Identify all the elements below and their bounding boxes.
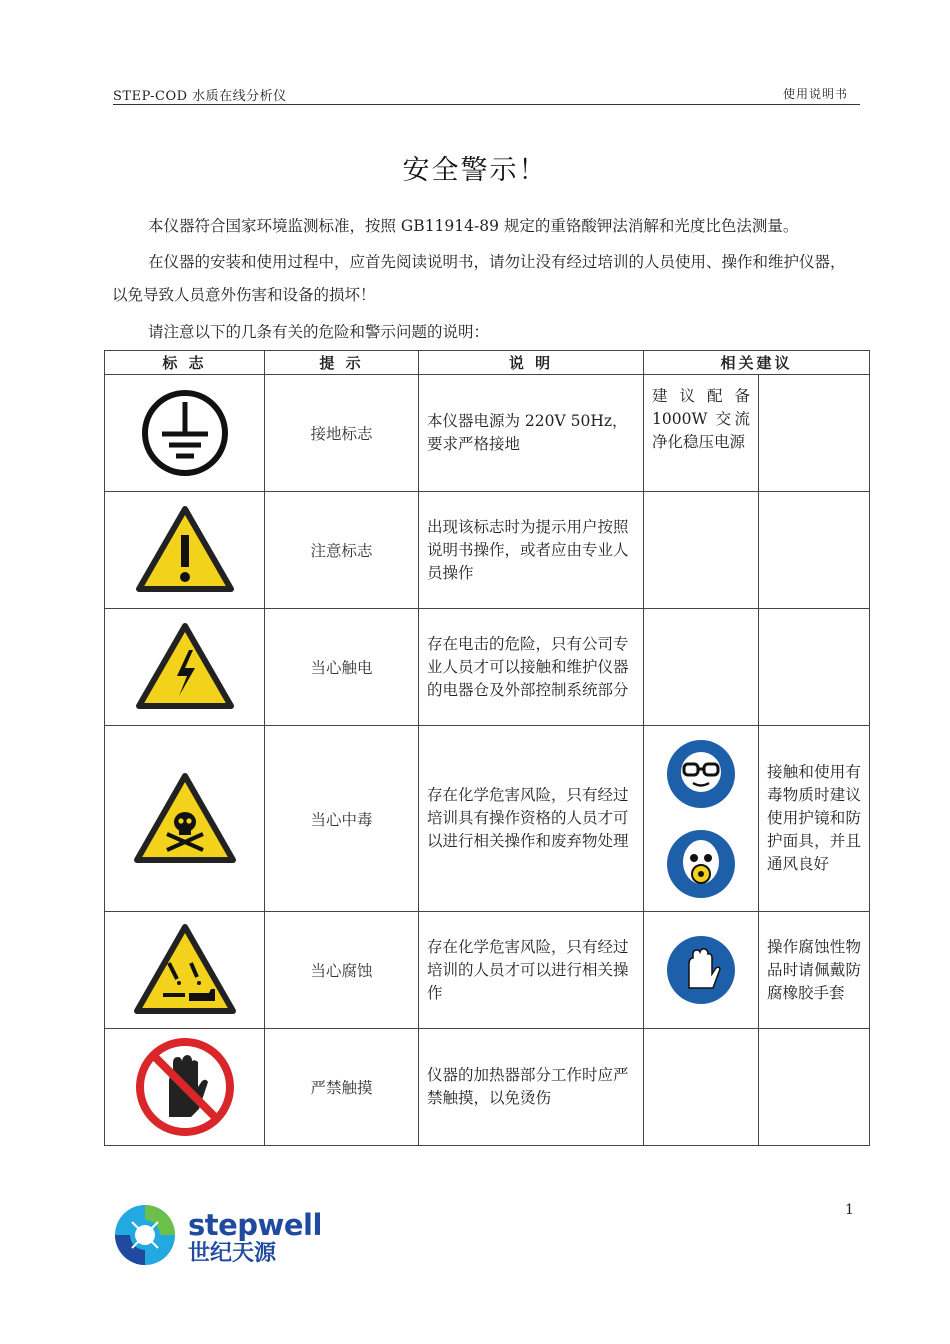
row-suggestion-extra <box>759 492 870 609</box>
warning-signs-table <box>104 350 870 1146</box>
table-row <box>105 492 870 609</box>
row-suggestion-extra <box>759 609 870 726</box>
page-title: 安全警示！ <box>402 155 548 186</box>
row-hint: 严禁触摸 <box>265 1029 419 1146</box>
row-suggestion <box>644 1029 759 1146</box>
table-row <box>105 726 870 912</box>
electric-shock-icon <box>135 622 235 712</box>
row-suggestion-extra: 操作腐蚀性物品时请佩戴防腐橡胶手套 <box>759 912 870 1029</box>
company-logo <box>112 1200 322 1270</box>
safety-goggles-icon <box>665 738 737 810</box>
caution-icon <box>135 505 235 595</box>
logo-swirl-icon <box>112 1202 182 1268</box>
gloves-icon <box>665 934 737 1006</box>
page-number: 1 <box>845 1202 854 1218</box>
header-sign: 标 志 <box>105 351 265 375</box>
header-hint: 提 示 <box>265 351 419 375</box>
face-mask-icon <box>665 828 737 900</box>
row-suggestion-extra: 接触和使用有毒物质时建议使用护镜和防护面具，并且通风良好 <box>759 726 870 912</box>
row-suggestion: 建 议 配 备 1000W 交流净化稳压电源 <box>644 375 759 492</box>
row-description: 仪器的加热器部分工作时应严禁触摸，以免烫伤 <box>419 1029 644 1146</box>
row-suggestion-extra <box>759 1029 870 1146</box>
intro-paragraph-3: 请注意以下的几条有关的危险和警示问题的说明： <box>148 323 490 341</box>
intro-paragraph-1: 本仪器符合国家环境监测标准，按照 GB11914-89 规定的重铬酸钾法消解和光度比色法测量。 <box>148 217 799 235</box>
row-description: 存在电击的危险，只有公司专业人员才可以接触和维护仪器的电器仓及外部控制系统部分 <box>419 609 644 726</box>
row-description: 存在化学危害风险，只有经过培训的人员才可以进行相关操作 <box>419 912 644 1029</box>
row-suggestion <box>644 492 759 609</box>
toxic-icon <box>133 772 237 866</box>
row-description: 存在化学危害风险，只有经过培训具有操作资格的人员才可以进行相关操作和废弃物处理 <box>419 726 644 912</box>
table-row <box>105 912 870 1029</box>
header-desc: 说 明 <box>419 351 644 375</box>
table-row <box>105 1029 870 1146</box>
row-hint: 当心腐蚀 <box>265 912 419 1029</box>
row-hint: 注意标志 <box>265 492 419 609</box>
header-suggestion: 相关建议 <box>644 351 870 375</box>
no-touch-icon <box>135 1037 235 1137</box>
header-document-title: STEP-COD 水质在线分析仪 <box>113 89 287 104</box>
row-hint: 当心触电 <box>265 609 419 726</box>
intro-paragraph-2: 在仪器的安装和使用过程中，应首先阅读说明书，请勿让没有经过培训的人员使用、操作和维护仪器，以免导致人员意外伤害和设备的损坏！ <box>112 253 846 304</box>
corrosive-icon <box>133 923 237 1017</box>
logo-english-name: stepwell <box>188 1208 322 1242</box>
table-row <box>105 609 870 726</box>
row-suggestion <box>644 609 759 726</box>
row-hint: 当心中毒 <box>265 726 419 912</box>
row-description: 出现该标志时为提示用户按照说明书操作，或者应由专业人员操作 <box>419 492 644 609</box>
ground-icon <box>140 388 230 478</box>
table-row <box>105 375 870 492</box>
header-manual-label: 使用说明书 <box>782 87 848 101</box>
row-suggestion-extra <box>759 375 870 492</box>
page-header <box>113 82 860 105</box>
row-hint: 接地标志 <box>265 375 419 492</box>
table-header-row <box>105 351 870 375</box>
logo-chinese-name: 世纪天源 <box>188 1241 277 1266</box>
row-description: 本仪器电源为 220V 50Hz，要求严格接地 <box>419 375 644 492</box>
